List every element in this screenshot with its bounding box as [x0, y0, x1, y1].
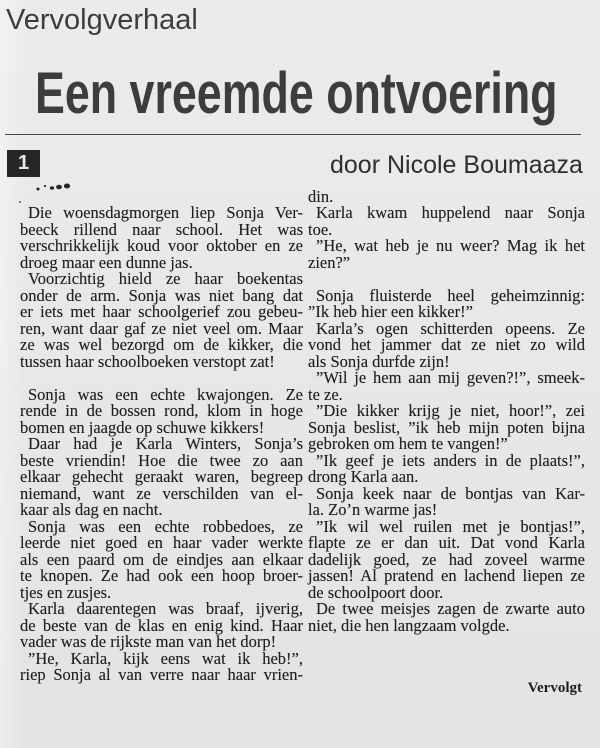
body-line: niemand, want ze verschilden van el- — [20, 483, 303, 503]
body-line: drong Karla aan. — [308, 467, 419, 486]
body-line: bomen en jaagde op schuwe kikkers! — [20, 417, 265, 437]
body-line: flapte ze er dan uit. Dat vond Karla — [308, 533, 585, 552]
story-column-right — [308, 186, 585, 635]
section-kicker: Vervolgverhaal — [6, 4, 198, 36]
body-line: beste vriendin! Hoe die twee zo aan — [20, 450, 303, 470]
author-byline: door Nicole Boumaaza — [330, 151, 583, 179]
body-line: elkaar gehecht geraakt waren, begreep — [20, 467, 303, 486]
body-line: ”He, Karla, kijk eens wat ik heb!”, — [28, 648, 303, 668]
body-line: ze was wel bezorgd om de kikker, die — [20, 335, 303, 354]
body-line: ”Ik heb hier een kikker!” — [308, 302, 473, 321]
body-line: la. Zo’n warme jas! — [308, 500, 438, 519]
body-line: beeck rillend naar school. Het was — [20, 219, 303, 239]
body-line: dadelijk goed, ze had zoveel warme — [308, 549, 585, 569]
story-column-left — [20, 205, 303, 684]
body-line: Sonja was een echte kwajongen. Ze — [28, 384, 303, 404]
headline-rule — [5, 134, 581, 135]
story-headline: Een vreemde ontvoering — [35, 61, 558, 126]
body-line: Karla daarentegen was braaf, ijverig, — [28, 599, 303, 618]
body-line: Sonja keek naar de bontjas van Kar- — [316, 483, 585, 503]
body-line: te ze. — [308, 384, 343, 404]
body-line: als een paard om de eindjes aan elkaar — [20, 549, 303, 569]
body-line: leerde niet goed en haar vader werkte — [20, 533, 303, 552]
body-line: als Sonja durfde zijn! — [308, 351, 450, 371]
body-line: ”Wil je hem aan mij geven?!”, smeek- — [316, 368, 585, 387]
body-line: riep Sonja al van verre naar haar vrien- — [20, 665, 303, 684]
body-line: tjes en zusjes. — [20, 582, 112, 602]
body-line: toe. — [308, 219, 333, 239]
body-line: Karla kwam huppelend naar Sonja — [316, 203, 585, 222]
body-line: verschrikkelijk koud voor oktober en ze — [20, 236, 303, 255]
body-line: er iets met haar schoolgerief zou gebeu- — [20, 302, 303, 321]
body-line: De twee meisjes zagen de zwarte auto — [316, 599, 585, 618]
body-line: niet, die hen langzaam volgde. — [308, 615, 510, 635]
body-line: gebroken om hem te vangen!” — [308, 434, 508, 453]
body-line: Daar had je Karla Winters, Sonja’s — [28, 434, 303, 453]
body-line: din. — [308, 186, 334, 206]
body-line: vond het jammer dat ze niet zo wild — [308, 335, 585, 354]
body-line: Sonja fluisterde heel geheimzinnig: — [316, 285, 585, 305]
body-line: onder de arm. Sonja was niet bang dat — [20, 285, 303, 305]
body-line: ”Ik wil wel ruilen met je bontjas!”, — [316, 516, 585, 536]
body-line: Karla’s ogen schitterden opeens. Ze — [316, 318, 585, 338]
body-line: Voorzichtig hield ze haar boekentas — [28, 269, 303, 288]
body-line: Sonja was een echte robbedoes, ze — [28, 516, 303, 536]
body-line: droeg maar een dunne jas. — [20, 252, 193, 272]
body-line: ”Ik geef je iets anders in de plaats!”, — [316, 450, 585, 470]
body-line: ren, want daar gaf ze niet veel om. Maar — [20, 318, 303, 338]
body-line: de beste van de klas en enig kind. Haar — [20, 615, 303, 635]
body-line: rende in de bossen rond, klom in hoge — [20, 401, 303, 420]
body-line: ”Die kikker krijg je niet, hoor!”, zei — [316, 401, 585, 420]
body-line: kaar als dag en nacht. — [20, 500, 163, 519]
body-line: tussen haar schoolboeken verstopt zat! — [20, 351, 275, 371]
body-line: jassen! Al pratend en lachend liepen ze — [308, 566, 585, 585]
body-line: vader was de rijkste man van het dorp! — [20, 632, 277, 651]
body-line: ”He, wat heb je nu weer? Mag ik het — [316, 236, 585, 255]
body-line: Sonja beslist, ”ik heb mijn poten bijna — [308, 417, 585, 437]
episode-number-box: 1 — [7, 150, 40, 177]
body-line: te knopen. Ze had ook een hoop broer- — [20, 566, 303, 585]
body-line: zien?” — [308, 252, 351, 272]
continued-label: Vervolgt — [527, 680, 582, 696]
body-line: de schoolpoort door. — [308, 582, 444, 602]
body-line: Die woensdagmorgen liep Sonja Ver- — [28, 203, 303, 222]
